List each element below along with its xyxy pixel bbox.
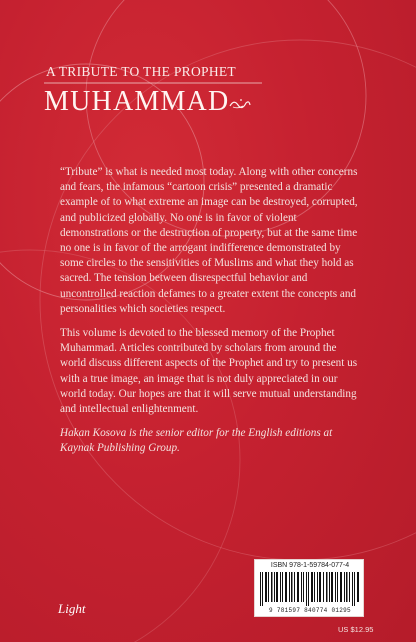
isbn-text: ISBN 978-1-59784-077-4 (270, 562, 350, 569)
book-title: MUHAMMAD (44, 86, 230, 117)
price-label: US $12.95 (338, 625, 374, 634)
barcode-icon (260, 572, 360, 606)
barcode-digits: 9 781597 840774 01295 (269, 607, 351, 614)
barcode-label (254, 559, 364, 617)
editor-note: Hakan Kosova is the senior editor for the English editions at Kaynak Publishing Group. (60, 427, 333, 455)
calligraphy-honorific-icon (229, 97, 251, 109)
blurb-paragraph-1: “Tribute” is what is needed most today. Along with other concerns and fears, the infamous “cartoon crisis” presented a dramatic example of to what extreme an image can be destroyed, corrupted, and publicized globally. No one is in favor of violent demonstrations or the destruction of property, but at the same time no one is in favor of the arrogant indifference demonstrated by some circles to the sensitivities of Muslims and what they hold as sacred. The tension between disrespectful behavior and uncontrolled reaction defames to a greater extent the concepts and personalities which societies respect. (60, 166, 358, 315)
blurb-paragraph-2: This volume is devoted to the blessed memory of the Prophet Muhammad. Articles contributed by scholars from around the world discuss different aspects of the Prophet and try to present us with a true image, an image that is not duly appreciated in our world today. Our hopes are that it will serve mutual understanding and intellectual enlightenment. (60, 327, 358, 416)
publisher-logo: Light (58, 601, 86, 616)
blurb (60, 165, 362, 466)
subtitle-kicker: A TRIBUTE TO THE PROPHET (46, 64, 236, 79)
